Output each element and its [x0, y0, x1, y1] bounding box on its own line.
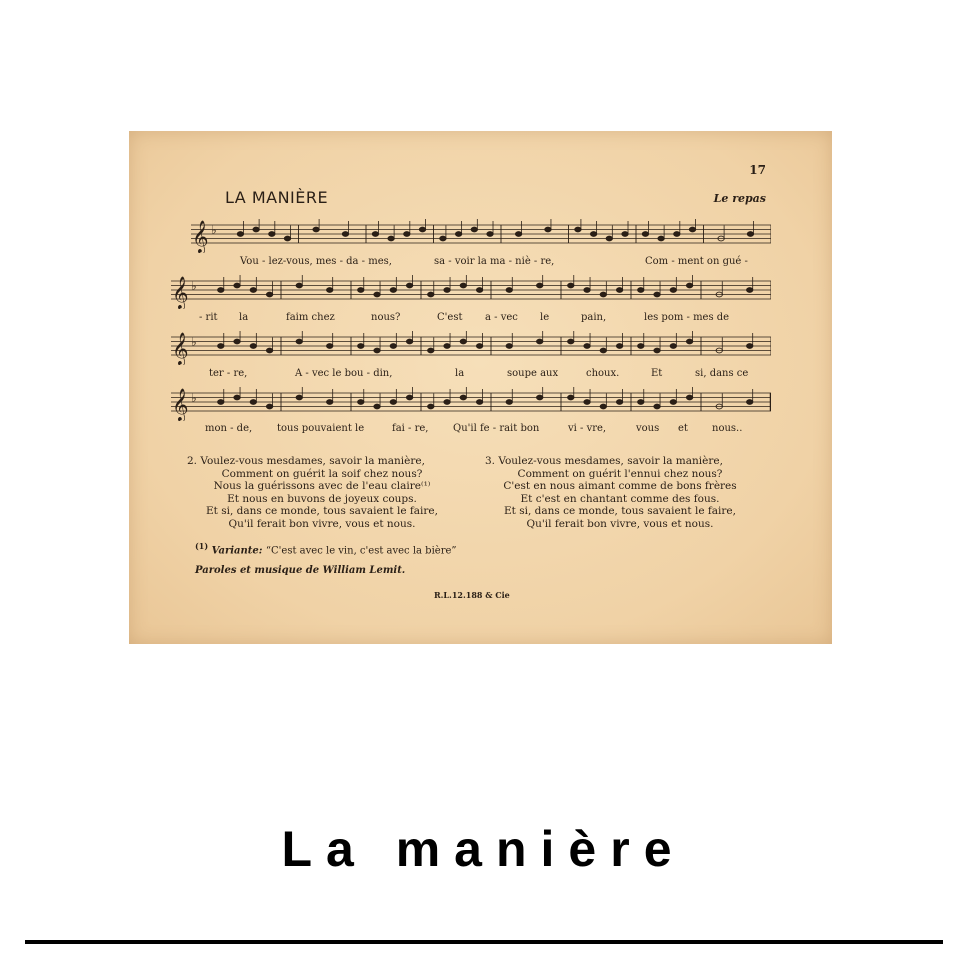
note-head	[419, 227, 425, 232]
lyric-fragment: Qu'il fe - rait bon	[453, 423, 540, 434]
flat-icon: ♭	[191, 391, 197, 405]
note-head	[616, 344, 622, 349]
note-head	[358, 288, 364, 293]
note-head	[584, 400, 590, 405]
note-head	[234, 339, 240, 344]
note-head	[250, 288, 256, 293]
lyric-fragment: le	[540, 312, 550, 323]
verse-line: Qu'il ferait bon vivre, vous et nous.	[228, 517, 416, 530]
lyric-fragment: A - vec le bou - din,	[295, 368, 393, 379]
verse-3	[485, 455, 755, 531]
footnote-text: “C'est avec le vin, c'est avec la bière”	[265, 545, 457, 557]
note-head	[326, 344, 332, 349]
sheet-music-page	[129, 131, 832, 644]
note-head	[654, 404, 660, 409]
note-head	[428, 404, 434, 409]
lyric-fragment: faim chez	[286, 312, 335, 323]
lyric-fragment: - rit	[199, 312, 218, 323]
note-head	[658, 236, 664, 241]
note-head	[506, 288, 512, 293]
note-head	[638, 288, 644, 293]
verse-line: Qu'il ferait bon vivre, vous et nous.	[526, 517, 714, 530]
flat-icon: ♭	[191, 335, 197, 349]
lyric-fragment: Vou - lez-vous, mes - da - mes,	[240, 256, 392, 267]
note-head	[536, 339, 542, 344]
note-head	[515, 232, 521, 237]
note-head	[568, 339, 574, 344]
note-head	[642, 232, 648, 237]
note-head	[506, 344, 512, 349]
lyric-fragment: a - vec	[485, 312, 518, 323]
note-head	[747, 232, 753, 237]
note-head	[670, 400, 676, 405]
note-head	[584, 344, 590, 349]
note-head	[253, 227, 259, 232]
treble-clef-icon: 𝄞	[172, 388, 189, 421]
note-head	[342, 232, 348, 237]
note-head	[616, 288, 622, 293]
note-head	[313, 227, 319, 232]
verse-line: Et nous en buvons de joyeux coups.	[227, 492, 417, 505]
note-head	[487, 232, 493, 237]
note-head	[326, 288, 332, 293]
note-head	[600, 292, 606, 297]
note-head	[250, 344, 256, 349]
verse-line: Nous la guérissons avec de l'eau claire⁽¹⁾	[213, 480, 431, 493]
note-head	[616, 400, 622, 405]
note-head	[372, 232, 378, 237]
note-head	[606, 236, 612, 241]
lyric-fragment: fai - re,	[392, 423, 429, 434]
music-staff-3	[171, 331, 771, 365]
note-head	[218, 344, 224, 349]
footnote-marker: (1)	[195, 541, 209, 551]
flat-icon: ♭	[191, 279, 197, 293]
lyric-fragment: ter - re,	[209, 368, 248, 379]
note-head	[590, 232, 596, 237]
note-head	[374, 292, 380, 297]
lyric-fragment: Com - ment on gué -	[645, 256, 748, 267]
lyric-fragment: nous..	[712, 423, 743, 434]
verse-line: Et si, dans ce monde, tous savaient le faire,	[504, 505, 736, 518]
verse-line: Comment on guérit la soif chez nous?	[221, 467, 423, 480]
note-head	[568, 283, 574, 288]
note-head	[444, 344, 450, 349]
note-head	[406, 339, 412, 344]
note-head	[444, 288, 450, 293]
verse-line: Comment on guérit l'ennui chez nous?	[517, 467, 723, 480]
note-head	[471, 227, 477, 232]
note-head	[406, 283, 412, 288]
music-staff-2	[171, 275, 771, 309]
note-head	[284, 236, 290, 241]
note-head	[266, 404, 272, 409]
lyric-fragment: la	[239, 312, 249, 323]
note-head	[326, 400, 332, 405]
note-head	[404, 232, 410, 237]
verse-line: 3. Voulez-vous mesdames, savoir la manière,	[485, 455, 723, 467]
catalog-reference: R.L.12.188 & Cie	[434, 590, 510, 600]
caption-title: La manière	[281, 821, 686, 877]
note-head	[476, 288, 482, 293]
note-head	[622, 232, 628, 237]
note-head	[746, 288, 752, 293]
lyric-fragment: choux.	[586, 368, 620, 379]
verse-line: Et si, dans ce monde, tous savaient le faire,	[206, 505, 438, 518]
note-head	[388, 236, 394, 241]
lyric-fragment: si, dans ce	[695, 368, 749, 379]
note-head	[506, 400, 512, 405]
note-head	[600, 348, 606, 353]
note-head	[218, 288, 224, 293]
note-head	[266, 292, 272, 297]
note-head	[545, 227, 551, 232]
lyric-fragment: nous?	[371, 312, 401, 323]
lyric-fragment: les pom - mes de	[644, 312, 730, 323]
lyric-fragment: sa - voir la ma - niè - re,	[434, 256, 555, 267]
note-head	[444, 400, 450, 405]
lyric-fragment: mon - de,	[205, 423, 253, 434]
note-head	[536, 395, 542, 400]
lyric-fragment: pain,	[581, 312, 607, 323]
note-head	[440, 236, 446, 241]
treble-clef-icon: 𝄞	[172, 276, 189, 309]
treble-clef-icon: 𝄞	[192, 220, 209, 253]
note-head	[390, 400, 396, 405]
note-head	[476, 344, 482, 349]
verse-line: Et c'est en chantant comme des fous.	[520, 492, 720, 505]
note-head	[234, 283, 240, 288]
note-head	[600, 404, 606, 409]
lyric-fragment: vi - vre,	[568, 423, 607, 434]
lyric-fragment: tous pouvaient le	[277, 423, 365, 434]
note-head	[390, 288, 396, 293]
note-head	[266, 348, 272, 353]
lyric-fragment: soupe aux	[507, 368, 559, 379]
note-head	[536, 283, 542, 288]
bottom-rule	[25, 940, 943, 944]
note-head	[358, 344, 364, 349]
note-head	[638, 344, 644, 349]
note-head	[374, 348, 380, 353]
lyric-fragment: Et	[651, 368, 663, 379]
note-head	[654, 348, 660, 353]
footnote	[195, 541, 457, 556]
note-head	[686, 283, 692, 288]
note-head	[296, 339, 302, 344]
lyric-fragment: C'est	[437, 312, 463, 323]
note-head	[455, 232, 461, 237]
note-head	[250, 400, 256, 405]
footnote-label: Variante:	[211, 545, 263, 557]
music-staff-4	[171, 387, 771, 421]
note-head	[218, 400, 224, 405]
note-head	[237, 232, 243, 237]
note-head	[746, 400, 752, 405]
note-head	[670, 344, 676, 349]
note-head	[269, 232, 275, 237]
music-staff-1	[191, 219, 771, 253]
lyric-fragment: vous	[636, 423, 660, 434]
note-head	[296, 283, 302, 288]
note-head	[296, 395, 302, 400]
note-head	[428, 348, 434, 353]
note-head	[568, 395, 574, 400]
page-number: 17	[749, 163, 766, 177]
flat-icon: ♭	[211, 223, 217, 237]
treble-clef-icon: 𝄞	[172, 332, 189, 365]
verse-2	[187, 455, 457, 531]
note-head	[460, 339, 466, 344]
note-head	[670, 288, 676, 293]
note-head	[686, 395, 692, 400]
note-head	[689, 227, 695, 232]
lyric-fragment: la	[455, 368, 465, 379]
note-head	[234, 395, 240, 400]
note-head	[460, 395, 466, 400]
note-head	[476, 400, 482, 405]
note-head	[575, 227, 581, 232]
note-head	[374, 404, 380, 409]
note-head	[674, 232, 680, 237]
note-head	[428, 292, 434, 297]
note-head	[686, 339, 692, 344]
credits: Paroles et musique de William Lemit.	[195, 565, 406, 576]
verse-line: 2. Voulez-vous mesdames, savoir la manière,	[187, 455, 425, 467]
note-head	[584, 288, 590, 293]
verse-line: C'est en nous aimant comme de bons frères	[503, 480, 737, 493]
lyric-fragment: et	[678, 423, 688, 434]
note-head	[406, 395, 412, 400]
song-title: LA MANIÈRE	[225, 188, 329, 207]
note-head	[460, 283, 466, 288]
note-head	[390, 344, 396, 349]
note-head	[358, 400, 364, 405]
section-label: Le repas	[713, 192, 766, 205]
note-head	[638, 400, 644, 405]
note-head	[654, 292, 660, 297]
note-head	[746, 344, 752, 349]
